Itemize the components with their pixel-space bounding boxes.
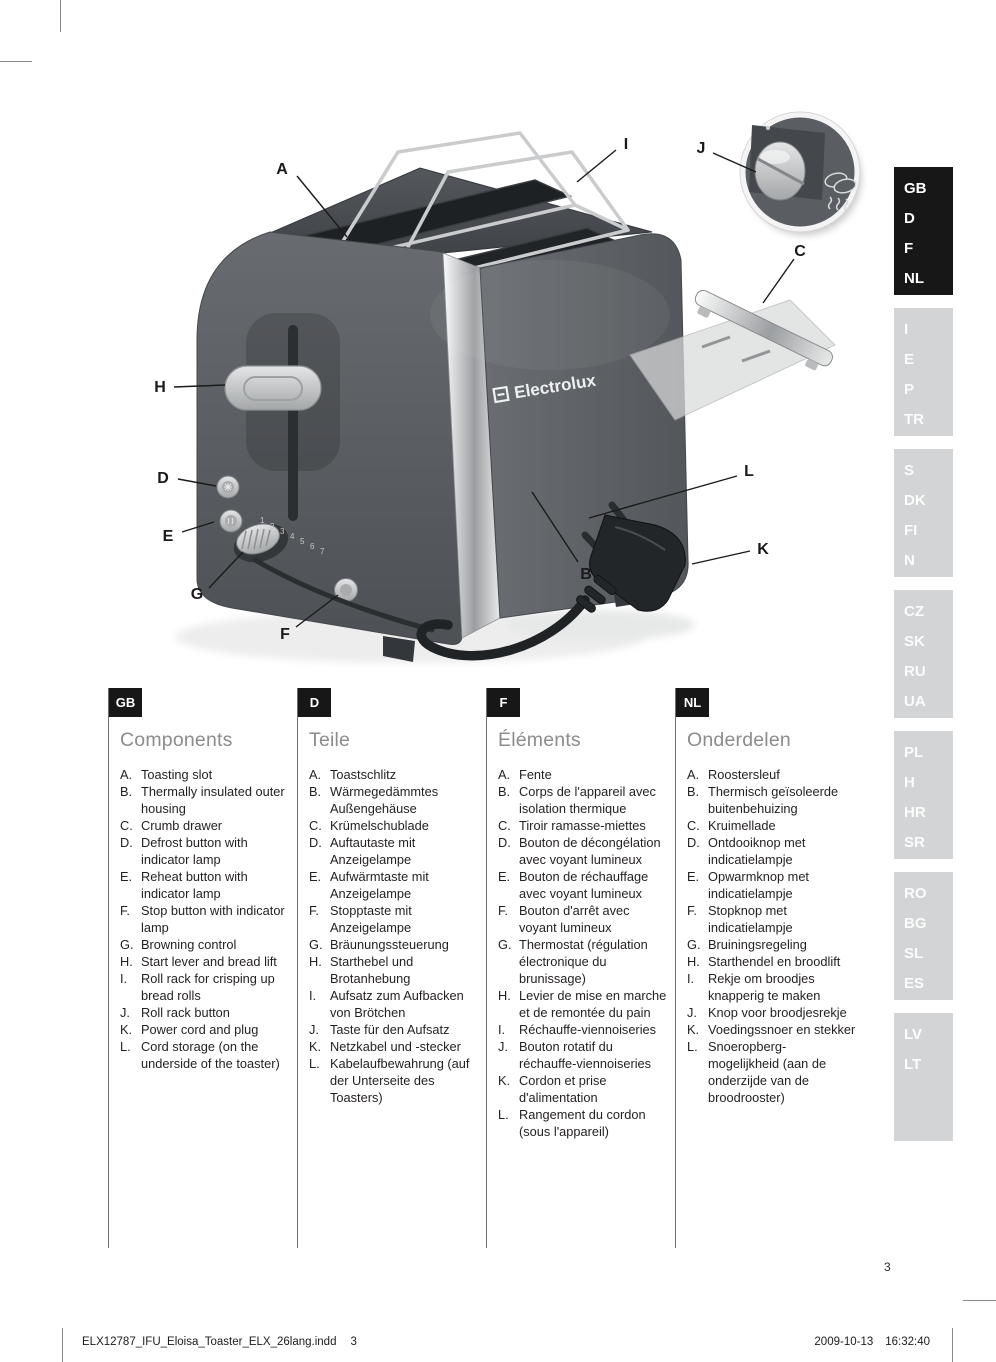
- item-text: Bruiningsregeling: [708, 937, 807, 952]
- component-item: [498, 902, 668, 936]
- item-letter: I.: [120, 971, 128, 986]
- component-item: [120, 1021, 290, 1038]
- item-text: Thermostat (régulation électronique du brunissage): [519, 937, 648, 986]
- item-letter: G.: [309, 937, 323, 952]
- plug-shadow: [505, 610, 695, 640]
- language-code: CZ: [904, 603, 924, 620]
- callout-d: D: [157, 470, 169, 487]
- language-code: FI: [904, 522, 918, 539]
- column-title: Teile: [309, 729, 351, 751]
- item-letter: L.: [498, 1107, 509, 1122]
- language-tab-label: D: [309, 695, 320, 710]
- callout-g: G: [190, 586, 204, 603]
- language-group: [894, 449, 953, 577]
- item-letter: B.: [309, 784, 322, 799]
- language-tab-label: NL: [683, 695, 702, 710]
- language-code: UA: [904, 693, 926, 710]
- item-letter: A.: [120, 767, 133, 782]
- crop-mark-top-left-h: [0, 61, 32, 62]
- item-letter: E.: [309, 869, 322, 884]
- reheat-button: [220, 510, 242, 532]
- footer-date: 2009-10-13: [814, 1336, 874, 1348]
- svg-text:1: 1: [260, 516, 265, 525]
- item-text: Bouton d'arrêt avec voyant lumineux: [519, 903, 630, 935]
- footer-file-page: 3: [350, 1336, 357, 1348]
- component-column: [486, 688, 668, 1248]
- component-item: [309, 1055, 479, 1106]
- language-tab-label: GB: [115, 695, 136, 710]
- item-letter: L.: [687, 1039, 698, 1054]
- item-text: Tiroir ramasse-miettes: [519, 818, 646, 833]
- item-text: Rangement du cordon (sous l'appareil): [519, 1107, 646, 1139]
- language-code: SK: [904, 633, 925, 650]
- callout-j: J: [696, 140, 706, 157]
- language-code: P: [904, 381, 915, 398]
- item-text: Netzkabel und -stecker: [330, 1039, 461, 1054]
- svg-text:6: 6: [310, 542, 315, 551]
- roll-rack-knob-inset: [740, 112, 861, 235]
- item-letter: K.: [309, 1039, 322, 1054]
- item-text: Snoeropberg- mogelijkheid (aan de onderzijde van de broodrooster): [708, 1039, 827, 1105]
- component-item: [309, 902, 479, 936]
- component-list: [498, 766, 668, 1140]
- language-tab-label: F: [499, 695, 508, 710]
- language-group: [894, 1013, 953, 1141]
- item-letter: F.: [120, 903, 130, 918]
- component-list: [120, 766, 290, 1072]
- item-text: Toastschlitz: [330, 767, 397, 782]
- svg-text:5: 5: [300, 537, 305, 546]
- item-letter: A.: [687, 767, 700, 782]
- item-letter: E.: [498, 869, 511, 884]
- item-text: Defrost button with indicator lamp: [141, 835, 248, 867]
- language-tab: [487, 688, 520, 717]
- language-sidebar: [894, 167, 953, 1154]
- item-text: Réchauffe-viennoiseries: [519, 1022, 657, 1037]
- item-letter: C.: [309, 818, 322, 833]
- component-item: [687, 1021, 857, 1038]
- svg-text:4: 4: [290, 532, 295, 541]
- item-text: Kabelaufbewahrung (auf der Unterseite des Toasters): [330, 1056, 470, 1105]
- component-column: [108, 688, 290, 1248]
- item-text: Levier de mise en marche et de remontée du pain: [519, 988, 667, 1020]
- item-letter: D.: [687, 835, 700, 850]
- component-item: [687, 868, 857, 902]
- item-text: Cord storage (on the underside of the toaster): [141, 1039, 280, 1071]
- component-item: [309, 1038, 479, 1055]
- item-letter: E.: [687, 869, 700, 884]
- language-tab: [109, 688, 142, 717]
- item-letter: F.: [687, 903, 697, 918]
- item-text: Roll rack button: [141, 1005, 230, 1020]
- component-item: [120, 1038, 290, 1072]
- item-letter: A.: [309, 767, 322, 782]
- item-letter: L.: [309, 1056, 320, 1071]
- component-item: [120, 783, 290, 817]
- item-text: Ontdooiknop met indicatielampje: [708, 835, 806, 867]
- item-letter: J.: [498, 1039, 508, 1054]
- language-tab: [676, 688, 709, 717]
- svg-text:7: 7: [320, 547, 325, 556]
- component-item: [309, 834, 479, 868]
- component-item: [309, 987, 479, 1021]
- svg-text:2: 2: [270, 522, 275, 531]
- item-text: Reheat button with indicator lamp: [141, 869, 248, 901]
- item-letter: A.: [498, 767, 511, 782]
- component-item: [687, 902, 857, 936]
- item-letter: E.: [120, 869, 133, 884]
- item-text: Stop button with indicator lamp: [141, 903, 285, 935]
- item-text: Starthebel und Brotanhebung: [330, 954, 414, 986]
- item-text: Toasting slot: [141, 767, 213, 782]
- crop-mark-top-left-v: [60, 0, 61, 32]
- callout-i: I: [623, 136, 629, 153]
- component-column: [675, 688, 857, 1248]
- language-group: [894, 731, 953, 859]
- item-text: Roostersleuf: [708, 767, 780, 782]
- item-letter: H.: [687, 954, 700, 969]
- item-text: Browning control: [141, 937, 237, 952]
- item-text: Kruimellade: [708, 818, 776, 833]
- item-letter: J.: [120, 1005, 130, 1020]
- item-letter: G.: [498, 937, 512, 952]
- component-item: [498, 1106, 668, 1140]
- language-code: SR: [904, 834, 925, 851]
- language-group: [894, 167, 953, 295]
- crop-mark-footer-right-v: [952, 1328, 953, 1362]
- component-item: [498, 817, 668, 834]
- component-list: [309, 766, 479, 1106]
- crop-mark-footer-left-v: [62, 1328, 63, 1362]
- item-letter: I.: [498, 1022, 506, 1037]
- start-lever: [225, 366, 321, 410]
- component-item: [687, 817, 857, 834]
- item-text: Roll rack for crisping up bread rolls: [141, 971, 275, 1003]
- language-code: RU: [904, 663, 926, 680]
- component-item: [309, 766, 479, 783]
- component-item: [687, 783, 857, 817]
- item-text: Start lever and bread lift: [141, 954, 277, 969]
- toaster-diagram: [80, 85, 880, 695]
- item-text: Voedingssnoer en stekker: [708, 1022, 856, 1037]
- callout-e: E: [162, 528, 174, 545]
- language-group: [894, 308, 953, 436]
- item-text: Aufwärmtaste mit Anzeigelampe: [330, 869, 429, 901]
- component-item: [687, 834, 857, 868]
- item-letter: I.: [687, 971, 695, 986]
- item-letter: H.: [120, 954, 133, 969]
- footer-file-info: [82, 1336, 357, 1348]
- component-item: [498, 1038, 668, 1072]
- component-item: [309, 817, 479, 834]
- language-code: NL: [904, 270, 924, 287]
- column-title: Onderdelen: [687, 729, 791, 751]
- defrost-button: [217, 476, 239, 498]
- component-item: [498, 783, 668, 817]
- language-tab: [298, 688, 331, 717]
- item-text: Knop voor broodjesrekje: [708, 1005, 847, 1020]
- language-code: PL: [904, 744, 924, 761]
- item-text: Aufsatz zum Aufbacken von Brötchen: [330, 988, 464, 1020]
- component-item: [687, 1004, 857, 1021]
- language-code: GB: [904, 180, 927, 197]
- item-letter: K.: [498, 1073, 511, 1088]
- component-item: [498, 987, 668, 1021]
- language-code: H: [904, 774, 915, 791]
- item-letter: K.: [687, 1022, 700, 1037]
- item-letter: F.: [498, 903, 508, 918]
- component-item: [120, 902, 290, 936]
- component-item: [120, 953, 290, 970]
- item-letter: L.: [120, 1039, 131, 1054]
- item-text: Bräunungssteuerung: [330, 937, 449, 952]
- component-item: [120, 970, 290, 1004]
- item-letter: F.: [309, 903, 319, 918]
- callout-l: L: [744, 463, 754, 480]
- item-text: Bouton de décongélation avec voyant lumineux: [519, 835, 661, 867]
- callout-h: H: [154, 379, 166, 396]
- item-text: Bouton de réchauffage avec voyant lumineux: [519, 869, 649, 901]
- component-item: [687, 936, 857, 953]
- component-item: [120, 1004, 290, 1021]
- item-letter: C.: [687, 818, 700, 833]
- item-letter: B.: [498, 784, 511, 799]
- svg-text:3: 3: [280, 527, 285, 536]
- crop-mark-bottom-right-h: [963, 1300, 996, 1301]
- component-item: [687, 953, 857, 970]
- item-text: Opwarmknop met indicatielampje: [708, 869, 809, 901]
- component-list: [687, 766, 857, 1106]
- language-code: S: [904, 462, 915, 479]
- page-number: 3: [884, 1260, 891, 1274]
- item-letter: J.: [687, 1005, 697, 1020]
- component-item: [120, 834, 290, 868]
- item-text: Thermisch geïsoleerde buitenbehuizing: [708, 784, 839, 816]
- item-text: Krümelschublade: [330, 818, 429, 833]
- lever-track: [288, 325, 298, 521]
- column-title: Éléments: [498, 729, 581, 751]
- component-item: [309, 868, 479, 902]
- item-letter: C.: [498, 818, 511, 833]
- item-text: Fente: [519, 767, 552, 782]
- item-letter: H.: [309, 954, 322, 969]
- component-item: [498, 834, 668, 868]
- component-column: [297, 688, 479, 1248]
- callout-a: A: [276, 161, 288, 178]
- component-item: [687, 766, 857, 783]
- language-code: F: [904, 240, 914, 257]
- component-item: [498, 936, 668, 987]
- component-item: [120, 766, 290, 783]
- item-text: Cordon et prise d'alimentation: [519, 1073, 607, 1105]
- component-item: [309, 1021, 479, 1038]
- component-item: [120, 936, 290, 953]
- footer-timestamp: [814, 1336, 930, 1348]
- item-text: Crumb drawer: [141, 818, 223, 833]
- item-letter: D.: [498, 835, 511, 850]
- language-code: SL: [904, 945, 924, 962]
- item-letter: I.: [309, 988, 317, 1003]
- item-letter: D.: [309, 835, 322, 850]
- component-item: [309, 953, 479, 987]
- item-text: Stopknop met indicatielampje: [708, 903, 793, 935]
- footer-time: 16:32:40: [885, 1336, 930, 1348]
- language-code: DK: [904, 492, 926, 509]
- language-group: [894, 590, 953, 718]
- item-text: Corps de l'appareil avec isolation thermique: [519, 784, 656, 816]
- item-letter: G.: [687, 937, 701, 952]
- component-item: [498, 766, 668, 783]
- component-item: [498, 1072, 668, 1106]
- component-item: [309, 936, 479, 953]
- item-text: Auftautaste mit Anzeigelampe: [330, 835, 416, 867]
- item-text: Stopptaste mit Anzeigelampe: [330, 903, 412, 935]
- item-letter: H.: [498, 988, 511, 1003]
- component-columns: [108, 688, 857, 1248]
- item-text: Bouton rotatif du réchauffe-viennoiseries: [519, 1039, 652, 1071]
- language-code: HR: [904, 804, 926, 821]
- brand-wordmark: Electrolux: [512, 370, 598, 403]
- item-text: Power cord and plug: [141, 1022, 259, 1037]
- language-group: [894, 872, 953, 1000]
- language-code: N: [904, 552, 915, 569]
- callout-f: F: [280, 626, 290, 643]
- item-letter: J.: [309, 1022, 319, 1037]
- component-item: [498, 1021, 668, 1038]
- component-item: [120, 868, 290, 902]
- item-text: Starthendel en broodlift: [708, 954, 841, 969]
- item-text: Taste für den Aufsatz: [330, 1022, 450, 1037]
- language-code: I: [904, 321, 909, 338]
- item-text: Wärmegedämmtes Außengehäuse: [330, 784, 439, 816]
- callout-c: C: [794, 243, 806, 260]
- item-text: Rekje om broodjes knapperig te maken: [708, 971, 821, 1003]
- component-item: [687, 970, 857, 1004]
- callout-b: B: [580, 566, 592, 583]
- language-code: BG: [904, 915, 927, 932]
- column-title: Components: [120, 729, 233, 751]
- language-code: D: [904, 210, 915, 227]
- item-letter: D.: [120, 835, 133, 850]
- item-letter: C.: [120, 818, 133, 833]
- component-item: [687, 1038, 857, 1106]
- callout-k: K: [757, 541, 769, 558]
- footer-file-name: ELX12787_IFU_Eloisa_Toaster_ELX_26lang.indd: [82, 1336, 337, 1348]
- item-letter: G.: [120, 937, 134, 952]
- language-code: E: [904, 351, 915, 368]
- component-item: [498, 868, 668, 902]
- language-code: LV: [904, 1026, 923, 1043]
- component-item: [309, 783, 479, 817]
- language-code: ES: [904, 975, 925, 992]
- component-item: [120, 817, 290, 834]
- language-code: TR: [904, 411, 924, 428]
- item-letter: K.: [120, 1022, 133, 1037]
- language-code: RO: [904, 885, 927, 902]
- item-letter: B.: [687, 784, 700, 799]
- item-letter: B.: [120, 784, 133, 799]
- language-code: LT: [904, 1056, 922, 1073]
- item-text: Thermally insulated outer housing: [141, 784, 285, 816]
